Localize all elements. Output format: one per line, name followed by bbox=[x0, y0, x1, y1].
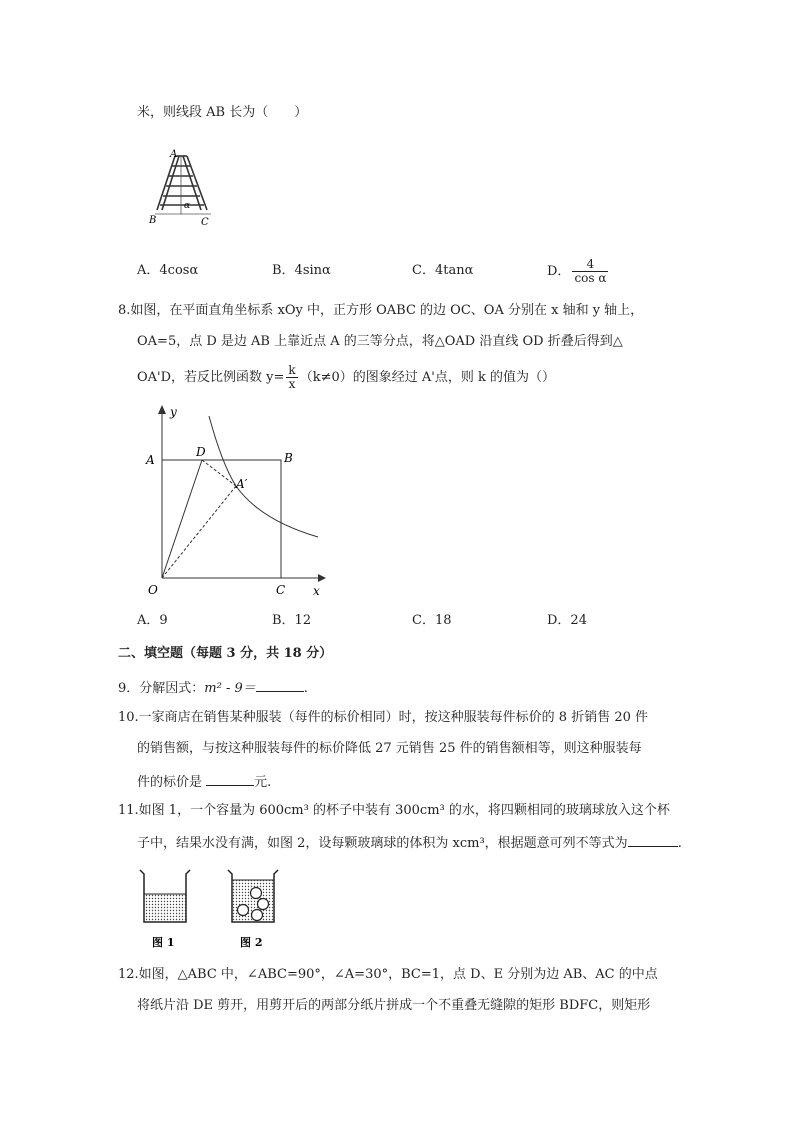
q8-option-b: B．12 bbox=[272, 613, 312, 628]
q9-suffix: . bbox=[303, 681, 308, 696]
q11-line-2-post: . bbox=[677, 836, 682, 851]
q11-line-2-pre: 子中，结果水没有满，如图 2，设每颗玻璃球的体积为 xcm³，根据题意可列不等式为 bbox=[137, 836, 628, 851]
q10-line-1: 10.一家商店在销售某种服装（每件的标价相同）时，按这种服装每件标价的 8 折销售 20 件 bbox=[118, 710, 649, 725]
cup-1 bbox=[140, 870, 190, 922]
q10-answer-blank bbox=[206, 771, 254, 786]
q7-question-tail: 米，则线段 AB 长为（ ） bbox=[137, 105, 308, 120]
coordinate-figure bbox=[140, 402, 340, 602]
point-label-b: B bbox=[284, 451, 293, 465]
q8-line-3-post: （k≠0）的图象经过 A'点，则 k 的值为（） bbox=[299, 370, 555, 385]
q7-option-a: A．4cosα bbox=[137, 263, 199, 278]
q10-line-2: 的销售额，与按这种服装每件的标价降低 27 元销售 25 件的销售额相等，则这种服装每 bbox=[137, 741, 642, 756]
section-2-heading: 二、填空题（每题 3 分，共 18 分） bbox=[118, 646, 333, 661]
q8-option-a: A．9 bbox=[137, 613, 168, 628]
q8-option-d: D．24 bbox=[547, 613, 587, 628]
q8-line-3 bbox=[137, 364, 555, 391]
cup-figures bbox=[136, 864, 296, 954]
glass-ball bbox=[258, 899, 269, 910]
point-label-c: C bbox=[276, 583, 286, 597]
q8-option-c: C．18 bbox=[412, 613, 452, 628]
glass-ball bbox=[251, 888, 262, 899]
cup-2-caption: 图 2 bbox=[240, 936, 263, 949]
point-label-a: A bbox=[146, 453, 155, 467]
q8-frac-num: k bbox=[288, 363, 296, 377]
q10-line-3-pre: 件的标价是 bbox=[137, 775, 207, 790]
ladder-label-b: B bbox=[149, 215, 157, 226]
q8-line-2: OA=5，点 D 是边 AB 上靠近点 A 的三等分点，将△OAD 沿直线 OD 折叠后得到△ bbox=[137, 334, 623, 349]
ladder-label-a: A bbox=[170, 149, 178, 160]
q7-option-d bbox=[547, 258, 610, 285]
q7-option-d-denominator: cos α bbox=[574, 271, 607, 285]
ladder-label-alpha: α bbox=[184, 201, 191, 211]
q9-answer-blank bbox=[256, 677, 304, 692]
q7-option-d-prefix: D． bbox=[547, 264, 571, 279]
q10-line-3 bbox=[137, 771, 271, 792]
q12-line-1: 12.如图，△ABC 中，∠ABC=90°，∠A=30°，BC=1，点 D、E 分别为边 AB、AC 的中点 bbox=[118, 967, 658, 982]
q7-option-d-numerator: 4 bbox=[572, 258, 608, 272]
q8-line-3-pre: OA'D，若反比例函数 y= bbox=[137, 370, 285, 385]
glass-ball bbox=[238, 905, 249, 916]
q11-line-1: 11.如图 1，一个容量为 600cm³ 的杯子中装有 300cm³ 的水，将四颗相同的玻璃球放入这个杯 bbox=[118, 803, 670, 818]
axis-label-x: x bbox=[313, 584, 320, 598]
glass-ball bbox=[252, 910, 263, 921]
q8-k-over-x bbox=[286, 364, 297, 391]
cup-1-caption: 图 1 bbox=[152, 936, 175, 949]
q10-line-3-post: 元. bbox=[254, 775, 272, 790]
point-label-d: D bbox=[196, 445, 206, 459]
q7-option-b: B．4sinα bbox=[272, 263, 331, 278]
q7-option-c: C．4tanα bbox=[412, 263, 474, 278]
q9-prefix: 9．分解因式： bbox=[118, 681, 205, 696]
ladder-figure bbox=[145, 148, 225, 228]
q7-option-d-fraction bbox=[572, 258, 608, 285]
q8-line-1: 8.如图，在平面直角坐标系 xOy 中，正方形 OABC 的边 OC、OA 分别在 x 轴和 y 轴上， bbox=[118, 303, 644, 318]
cup-2 bbox=[228, 870, 278, 922]
q11-line-2 bbox=[137, 832, 682, 853]
q9-line bbox=[118, 677, 308, 698]
q9-expression: m² - 9＝ bbox=[204, 681, 256, 696]
point-label-a-prime: A′ bbox=[236, 477, 248, 491]
axis-label-y: y bbox=[170, 405, 177, 419]
q12-line-2: 将纸片沿 DE 剪开，用剪开后的两部分纸片拼成一个不重叠无缝隙的矩形 BDFC，则矩形 bbox=[137, 998, 651, 1013]
ladder-label-c: C bbox=[201, 217, 209, 228]
q11-answer-blank bbox=[628, 832, 678, 847]
q8-frac-den: x bbox=[288, 377, 296, 391]
point-label-o: O bbox=[148, 583, 158, 597]
